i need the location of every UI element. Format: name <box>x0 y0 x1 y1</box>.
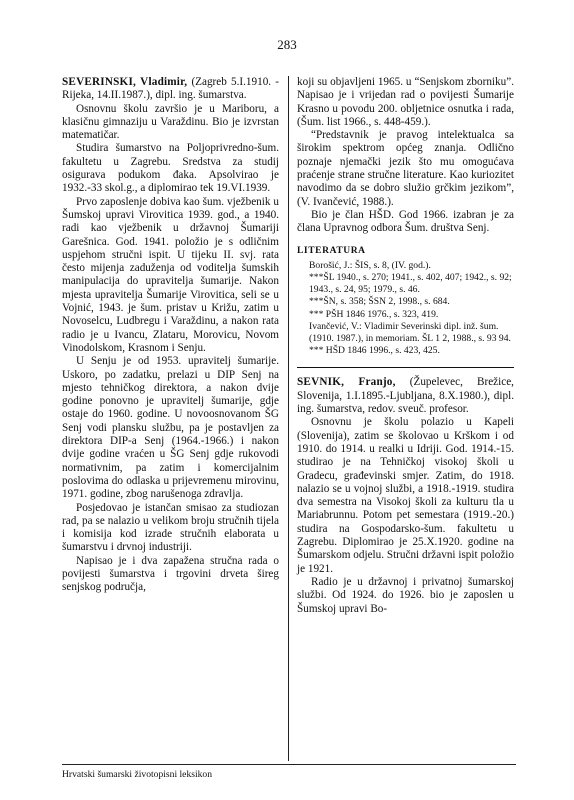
headword-sevnik: SEVNIK, Franjo, <box>297 376 396 389</box>
body-paragraph: U Senju je od 1953. upravitelj šumarije. Uskoro, po zadatku, prelazi u DIP Senj na mjesto tehničkog direktora, a nakon dvije godine ponovno je upravitelj šumarije, gdje ostaje do 1960. godine. U novoosnovanom ŠG Senj vodi plansku službu, pa je postavljen za direktora DIP-a Senj (1964.-1966.) i nakon dvije godine vraćen u ŠG Senj gdje rukovodi normativnim, pa zatim i komercijalnim poslovima do odlaska u prijevremenu mirovinu, 1971. godine, zbog narušenoga zdravlja. <box>62 355 279 501</box>
literature-item: Ivančević, V.: Vladimir Severinski dipl. inž. šum. (1910. 1987.), in memoriam. ŠL 1 2, 1988., s. 93 94. <box>309 320 511 345</box>
body-paragraph: Osnovnu školu završio je u Mariboru, a klasičnu gimnaziju u Varaždinu. Bio je izvrstan matematičar. <box>62 102 279 142</box>
left-column <box>62 76 279 595</box>
footer-title: Hrvatski šumarski životopisni leksikon <box>62 769 213 780</box>
entry-separator <box>297 367 514 368</box>
body-paragraph: Napisao je i dva zapažena stručna rada o povijesti šumarstva i trgovini drveta šireg senjskog područja, <box>62 554 279 594</box>
page-number: 283 <box>277 37 297 52</box>
literature-item: *** HŠD 1846 1996., s. 423, 425. <box>309 345 440 357</box>
literature-heading: LITERATURA <box>297 245 366 256</box>
column-divider <box>288 76 289 761</box>
literature-item: *** PŠH 1846 1976., s. 323, 419. <box>309 308 439 320</box>
body-paragraph: koji su objavljeni 1965. u “Senjskom zborniku”. Napisao je i vrijedan rad o povijesti Šumarije Krasno u povodu 200. obljetnice osnutka i rada, (Šum. list 1966., s. 448-459.). <box>297 76 514 128</box>
body-paragraph: Studira šumarstvo na Poljoprivredno-šum. fakultetu u Zagrebu. Sredstva za studij osigurava podukom đaka. Apsolvirao je 1932.-33 skol.g., a diplomirao tek 19.VI.1939. <box>62 142 279 195</box>
body-paragraph: “Predstavnik je pravog intelektualca sa širokim spektrom općeg znanja. Odlično poznaje njemački jezik što mu omogućava praćenje strane stručne literature. Kao kuriozitet navodimo da se dobro služio grčkim jezikom”, (V. Ivančević, 1988.). <box>297 129 514 208</box>
literature-item: Borošić, J.: ŠIS, s. 8, (IV. god.). <box>309 259 431 271</box>
literature-item: ***ŠN, s. 358; ŠSN 2, 1998., s. 684. <box>309 296 450 308</box>
body-paragraph: Osnovnu je školu polazio u Kapeli (Slovenija), zatim se školovao u Krškom i od 1910. do 1914. u realki u Idriji. God. 1914.-15. studirao je na Tehničkoj visokoj školi u Gradecu, građevinski smjer. Zatim, do 1918. nalazio se u vojnoj službi, a 1918.-1919. studira dva semestra na Visokoj školi za kulturu tla u Mariabrunnu. Potom pet semestara (1919.-20.) studira na Gospodarsko-šum. fakultetu u Zagrebu. Diplomirao je 25.X.1920. godine na Šumarskom odjelu. Stručni državni ispit položio je 1921. <box>297 416 514 575</box>
body-paragraph: Prvo zaposlenje dobiva kao šum. vježbenik u Šumskoj upravi Virovitica 1939. god., a 1940. radi kao vježbenik u državnoj Šumariji Garešnica. God. 1941. položio je s odličnim uspjehom stručni ispit. U tijeku II. svj. rata često mijenja zaduženja od voditelja šumskih manipulacija do upravitelja šumarije. Nakon mjesta upravitelja Šumarije Virovitica, seli se u Vojnić, 1943. je šum. pristav u Križu, zatim u Novoselcu, Ludbregu i Varaždinu, a nakon rata radio je u Ivancu, Zlataru, Morovicu, Novom Vinodolskom, Krasnom i Senju. <box>62 195 279 354</box>
body-paragraph: Radio je u državnoj i privatnoj šumarskoj službi. Od 1924. do 1926. bio je zaposlen u Šumskoj upravi Bo- <box>297 575 514 615</box>
body-paragraph: Bio je član HŠD. God 1966. izabran je za člana Upravnog odbora Šum. društva Senj. <box>297 208 514 235</box>
entry-severinski-intro: SEVERINSKI, Vladimir, (Zagreb 5.I.1910. - Rijeka, 14.II.1987.), dipl. ing. šumarstva. <box>62 76 279 102</box>
right-column <box>297 76 514 616</box>
footer-rule <box>62 764 516 765</box>
literature-list <box>297 260 514 358</box>
headword-severinski: SEVERINSKI, Vladimir, <box>62 76 188 88</box>
entry-sevnik-intro: SEVNIK, Franjo, (Župelevec, Brežice, Slovenija, 1.I.1895.-Ljubljana, 8.X.1980.), dipl. ing. šumarstva, redov. sveuč. profesor. <box>297 376 514 416</box>
literature-item: ***ŠL 1940., s. 270; 1941., s. 402, 407; 1942., s. 92; 1943., s. 24, 95; 1979., s. 46. <box>309 272 512 296</box>
body-paragraph: Posjedovao je istančan smisao za studiozan rad, pa se nalazio u velikom broju stručnih tijela i komisija kod izrade stručnih elaborata u šumarstvu i drvnoj industriji. <box>62 501 279 554</box>
